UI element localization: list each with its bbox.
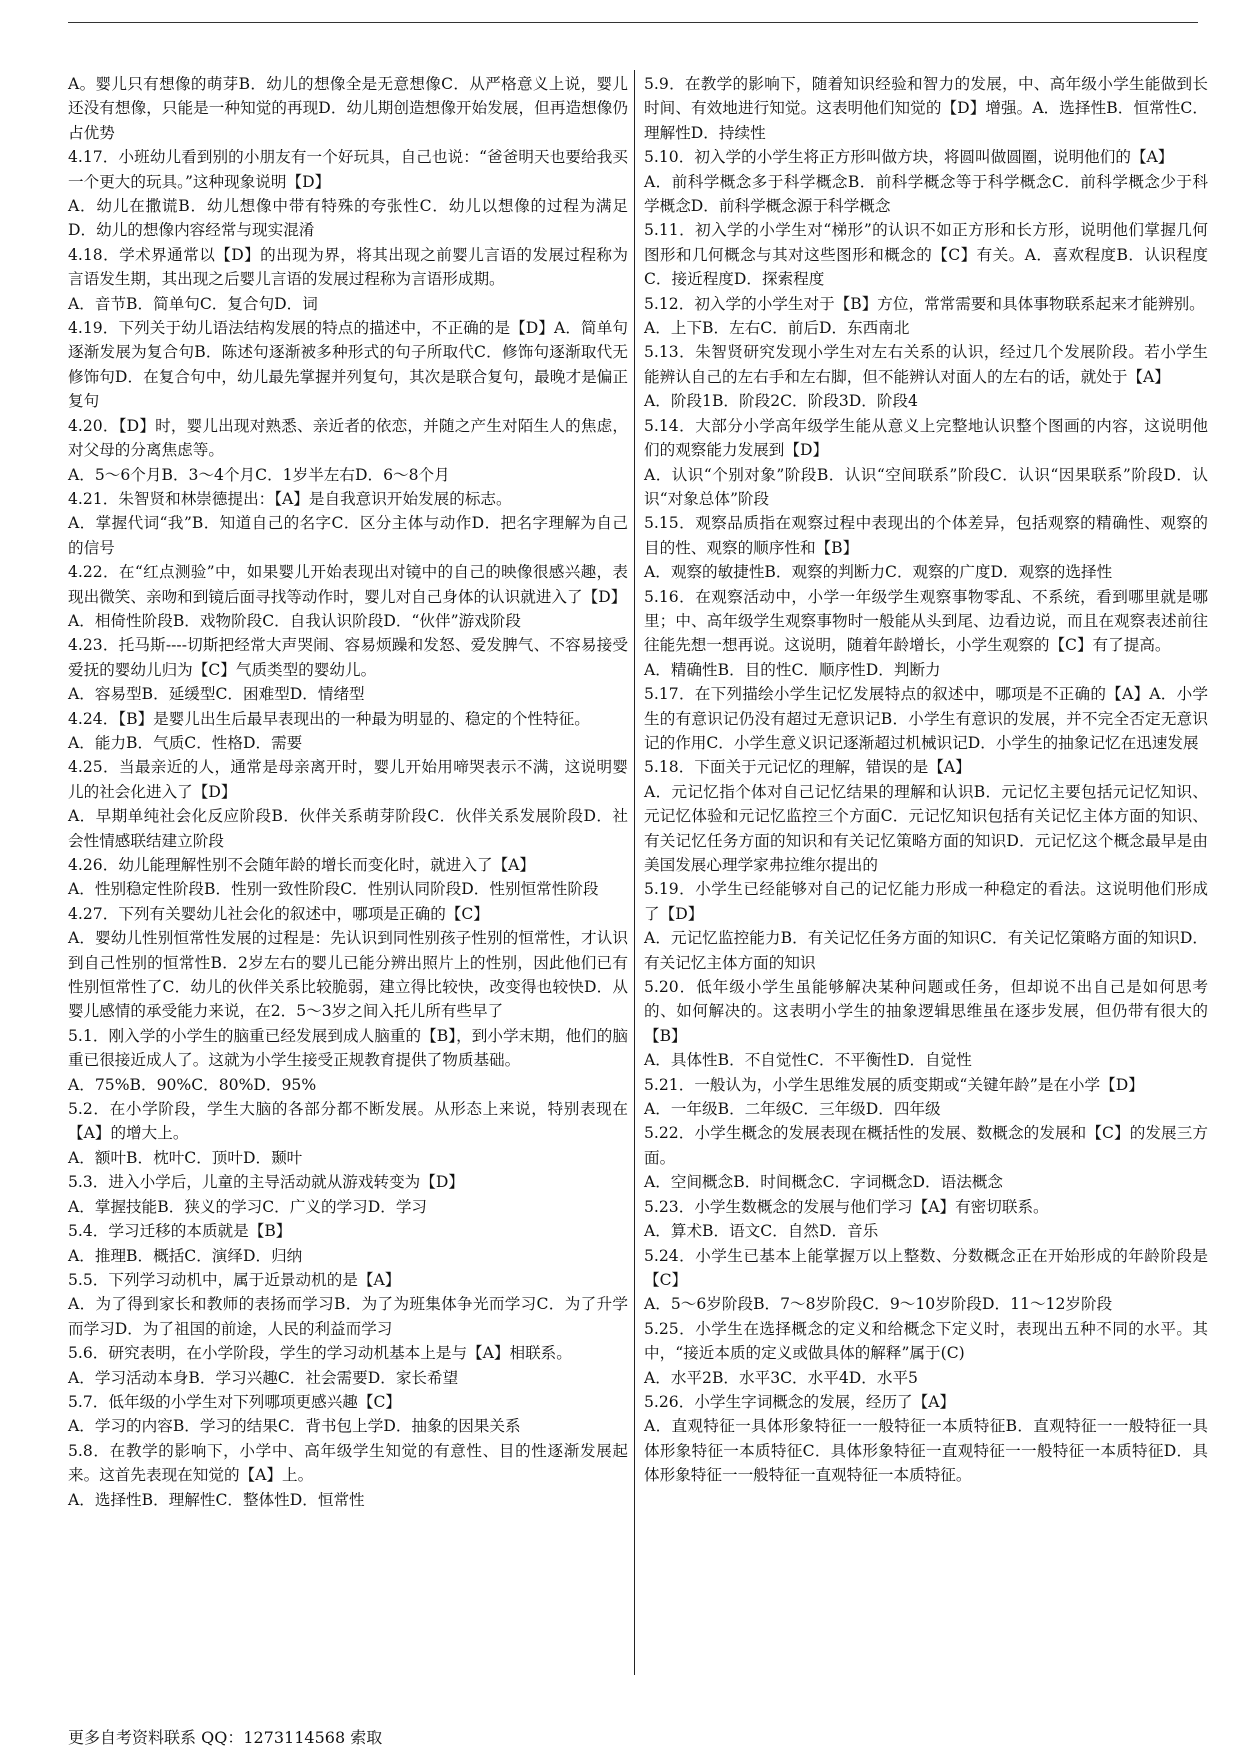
- question-item: 5.15．观察品质指在观察过程中表现出的个体差异，包括观察的精确性、观察的目的性、观察的顺序性和【B】: [644, 514, 1208, 557]
- question-item: 4.22．在“红点测验”中，如果婴儿开始表现出对镜中的自己的映像很感兴趣，表现出微笑、亲吻和到镜后面寻找等动作时，婴儿对自己身体的认识就进入了【D】: [68, 563, 628, 606]
- options-item: A．容易型B．延缓型C．困难型D．情绪型: [68, 685, 365, 704]
- options-item: A．直观特征一具体形象特征一一般特征一本质特征B．直观特征一一般特征一具体形象特征一本质特征C．具体形象特征一直观特征一一般特征一本质特征D．具体形象特征一一般特征一直观特征一本质特征。: [644, 1417, 1208, 1485]
- options-item: A．为了得到家长和教师的表扬而学习B．为了为班集体争光而学习C．为了升学而学习D．为了祖国的前途，人民的利益而学习: [68, 1295, 628, 1338]
- question-item: 5.20．低年级小学生虽能够解决某种问题或任务，但却说不出自己是如何思考的、如何解决的。这表明小学生的抽象逻辑思维虽在逐步发展，但仍带有很大的【B】: [644, 978, 1208, 1045]
- header-rule: [68, 22, 1198, 23]
- options-item: A．5～6岁阶段B．7～8岁阶段C．9～10岁阶段D．11～12岁阶段: [644, 1295, 1113, 1314]
- question-item: 4.21．朱智贤和林崇德提出：【A】是自我意识开始发展的标志。: [68, 489, 512, 508]
- question-item: 4.26．幼儿能理解性别不会随年龄的增长而变化时，就进入了【A】: [68, 856, 536, 874]
- question-item: 5.18．下面关于元记忆的理解，错误的是【A】: [644, 758, 971, 777]
- question-item: 5.16．在观察活动中，小学一年级学生观察事物零乱、不系统，看到哪里就是哪里；中、高年级学生观察事物时一般能从头到尾、边看边说，而且在观察表述前往往能先想一想再说。这说明，随着年龄增长，小学生观察的【C】有了提高。: [644, 587, 1208, 655]
- question-item: 5.19．小学生已经能够对自己的记忆能力形成一种稳定的看法。这说明他们形成了【D】: [644, 880, 1208, 923]
- options-item: A．一年级B．二年级C．三年级D．四年级: [644, 1100, 941, 1119]
- question-item: 5.17．在下列描绘小学生记忆发展特点的叙述中，哪项是不正确的【A】A．小学生的有意识记仍没有超过无意识记B．小学生有意识的发展，并不完全否定无意识记的作用C．小学生意义识记逐渐超过机械识记D．小学生的抽象记忆在迅速发展: [644, 685, 1208, 752]
- options-item: A．元记忆监控能力B．有关记忆任务方面的知识C．有关记忆策略方面的知识D．有关记忆主体方面的知识: [644, 929, 1208, 972]
- options-item: A．元记忆指个体对自己记忆结果的理解和认识B．元记忆主要包括元记忆知识、元记忆体验和元记忆监控三个方面C．元记忆知识包括有关记忆主体方面的知识、有关记忆任务方面的知识和有关记忆策略方面的知识D．元记忆这个概念最早是由美国发展心理学家弗拉维尔提出的: [644, 782, 1208, 874]
- question-item: 5.14．大部分小学高年级学生能从意义上完整地认识整个图画的内容，这说明他们的观察能力发展到【D】: [644, 416, 1208, 460]
- question-item: 5.7．低年级的小学生对下列哪项更感兴趣【C】: [68, 1392, 402, 1411]
- question-item: 5.26．小学生字词概念的发展，经历了【A】: [644, 1392, 956, 1411]
- options-item: A。婴儿只有想像的萌芽B．幼儿的想像全是无意想像C．从严格意义上说，婴儿还没有想像，只能是一种知觉的再现D．幼儿期创造想像开始发展，但再造想像仍占优势: [68, 75, 628, 142]
- question-item: 5.21．一般认为，小学生思维发展的质变期或“关键年龄”是在小学【D】: [644, 1075, 1144, 1094]
- footer-contact: 更多自考资料联系 QQ：1273114568 索取: [68, 1728, 383, 1747]
- left-column: [68, 72, 628, 1512]
- question-item: 5.1．刚入学的小学生的脑重已经发展到成人脑重的【B】，到小学末期，他们的脑重已很接近成人了。这就为小学生接受正规教育提供了物质基础。: [68, 1026, 628, 1070]
- options-item: A．音节B．简单句C．复合句D．词: [68, 294, 318, 313]
- options-item: A．观察的敏捷性B．观察的判断力C．观察的广度D．观察的选择性: [644, 563, 1113, 582]
- question-item: 5.4．学习迁移的本质就是【B】: [68, 1222, 292, 1241]
- options-item: A．5～6个月B．3～4个月C．1岁半左右D．6～8个月: [68, 465, 450, 484]
- question-item: 4.24．【B】是婴儿出生后最早表现出的一种最为明显的、稳定的个性特征。: [68, 709, 590, 728]
- question-item: 4.17．小班幼儿看到别的小朋友有一个好玩具，自己也说：“爸爸明天也要给我买一个更大的玩具。”这种现象说明【D】: [68, 148, 628, 191]
- options-item: A．具体性B．不自觉性C．不平衡性D．自觉性: [644, 1051, 972, 1070]
- options-item: A．早期单纯社会化反应阶段B．伙伴关系萌芽阶段C．伙伴关系发展阶段D．社会性情感联结建立阶段: [68, 807, 628, 850]
- options-item: A．精确性B．目的性C．顺序性D．判断力: [644, 660, 941, 679]
- question-item: 4.19．下列关于幼儿语法结构发展的特点的描述中，不正确的是【D】A．简单句逐渐发展为复合句B．陈述句逐渐被多种形式的句子所取代C．修饰句逐渐取代无修饰句D．在复合句中，幼儿最先掌握并列复句，其次是联合复句，最晚才是偏正复句: [68, 319, 628, 411]
- options-item: A．能力B．气质C．性格D．需要: [68, 733, 303, 752]
- options-item: A．婴幼儿性别恒常性发展的过程是：先认识到同性别孩子性别的恒常性，才认识到自己性别的恒常性B．2岁左右的婴儿已能分辨出照片上的性别，因此他们已有性别恒常性了C．幼儿的伙伴关系比较脆弱，建立得比较快，改变得也较快D．从婴儿感情的承受能力来说，在2．5～3岁之间入托儿所有些早了: [68, 929, 628, 1021]
- question-item: 5.6．研究表明，在小学阶段，学生的学习动机基本上是与【A】相联系。: [68, 1344, 572, 1363]
- options-item: A．认识“个别对象”阶段B．认识“空间联系”阶段C．认识“因果联系”阶段D．认识“对象总体”阶段: [644, 465, 1208, 508]
- options-item: A．学习活动本身B．学习兴趣C．社会需要D．家长希望: [68, 1368, 459, 1387]
- options-item: A．额叶B．枕叶C．顶叶D．颞叶: [68, 1148, 303, 1167]
- question-item: 5.24．小学生已基本上能掌握万以上整数、分数概念正在开始形成的年龄阶段是【C】: [644, 1246, 1208, 1289]
- options-item: A．75%B．90%C．80%D．95%: [68, 1075, 317, 1094]
- question-item: 4.25．当最亲近的人，通常是母亲离开时，婴儿开始用啼哭表示不满，这说明婴儿的社会化进入了【D】: [68, 758, 628, 801]
- question-item: 5.11．初入学的小学生对“梯形”的认识不如正方形和长方形，说明他们掌握几何图形和几何概念与其对这些图形和概念的【C】有关。A．喜欢程度B．认识程度C．接近程度D．探索程度: [644, 221, 1208, 289]
- question-item: 5.3．进入小学后，儿童的主导活动就从游戏转变为【D】: [68, 1173, 464, 1192]
- question-item: 5.8．在教学的影响下，小学中、高年级学生知觉的有意性、目的性逐渐发展起来。这首先表现在知觉的【A】上。: [68, 1441, 628, 1485]
- options-item: A．相倚性阶段B．戏物阶段C．自我认识阶段D．“伙伴”游戏阶段: [68, 611, 521, 630]
- options-item: A．算术B．语文C．自然D．音乐: [644, 1222, 879, 1241]
- question-item: 5.13．朱智贤研究发现小学生对左右关系的认识，经过几个发展阶段。若小学生能辨认自己的左右手和左右脚，但不能辨认对面人的左右的话，就处于【A】: [644, 343, 1208, 386]
- options-item: A．选择性B．理解性C．整体性D．恒常性: [68, 1490, 365, 1509]
- options-item: A．前科学概念多于科学概念B．前科学概念等于科学概念C．前科学概念少于科学概念D．前科学概念源于科学概念: [644, 172, 1208, 216]
- options-item: A．性别稳定性阶段B．性别一致性阶段C．性别认同阶段D．性别恒常性阶段: [68, 880, 599, 899]
- question-item: 5.9．在教学的影响下，随着知识经验和智力的发展，中、高年级小学生能做到长时间、有效地进行知觉。这表明他们知觉的【D】增强。A．选择性B．恒常性C．理解性D．持续性: [644, 75, 1208, 142]
- question-item: 5.10．初入学的小学生将正方形叫做方块，将圆叫做圆圈，说明他们的【A】: [644, 148, 1174, 167]
- options-item: A．学习的内容B．学习的结果C．背书包上学D．抽象的因果关系: [68, 1417, 521, 1436]
- options-item: A．空间概念B．时间概念C．字词概念D．语法概念: [644, 1173, 1004, 1192]
- question-item: 5.25．小学生在选择概念的定义和给概念下定义时，表现出五种不同的水平。其中，“接近本质的定义或做具体的解释”属于(C): [644, 1319, 1208, 1363]
- question-item: 5.5．下列学习动机中，属于近景动机的是【A】: [68, 1270, 401, 1289]
- options-item: A．水平2B．水平3C．水平4D．水平5: [644, 1368, 918, 1387]
- question-item: 5.23．小学生数概念的发展与他们学习【A】有密切联系。: [644, 1197, 1049, 1216]
- question-item: 4.20．【D】时，婴儿出现对熟悉、亲近者的依恋，并随之产生对陌生人的焦虑，对父母的分离焦虑等。: [68, 416, 628, 460]
- question-item: 5.12．初入学的小学生对于【B】方位，常常需要和具体事物联系起来才能辨别。: [644, 294, 1205, 313]
- options-item: A．掌握技能B．狭义的学习C．广义的学习D．学习: [68, 1197, 428, 1216]
- right-column: [644, 72, 1208, 1488]
- question-item: 5.2．在小学阶段，学生大脑的各部分都不断发展。从形态上来说，特别表现在【A】的增大上。: [68, 1100, 628, 1143]
- column-divider: [634, 70, 635, 1675]
- options-item: A．掌握代词“我”B．知道自己的名字C．区分主体与动作D．把名字理解为自己的信号: [68, 514, 628, 557]
- question-item: 4.27．下列有关婴幼儿社会化的叙述中，哪项是正确的【C】: [68, 904, 489, 923]
- options-item: A．推理B．概括C．演绎D．归纳: [68, 1246, 303, 1265]
- question-item: 4.23．托马斯----切斯把经常大声哭闹、容易烦躁和发怒、爱发脾气、不容易接受爱抚的婴幼儿归为【C】气质类型的婴幼儿。: [68, 636, 628, 679]
- question-item: 4.18．学术界通常以【D】的出现为界，将其出现之前婴儿言语的发展过程称为言语发生期，其出现之后婴儿言语的发展过程称为言语形成期。: [68, 245, 628, 289]
- options-item: A．上下B．左右C．前后D．东西南北: [644, 319, 910, 338]
- options-item: A．阶段1B．阶段2C．阶段3D．阶段4: [644, 392, 918, 411]
- question-item: 5.22．小学生概念的发展表现在概括性的发展、数概念的发展和【C】的发展三方面。: [644, 1124, 1208, 1167]
- options-item: A．幼儿在撒谎B．幼儿想像中带有特殊的夸张性C．幼儿以想像的过程为满足D．幼儿的想像内容经常与现实混淆: [68, 197, 628, 240]
